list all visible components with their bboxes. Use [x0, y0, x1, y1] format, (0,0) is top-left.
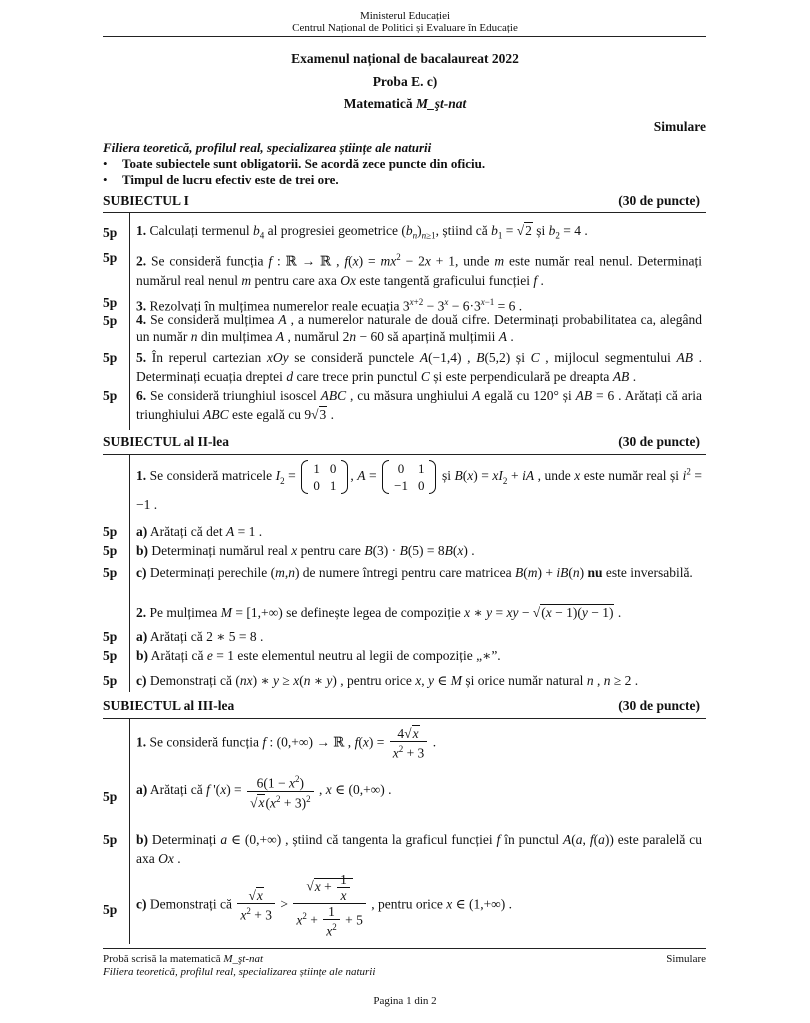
- section-title: SUBIECTUL I: [103, 193, 189, 208]
- filiera-text: Filiera teoretică, profilul real, specializarea științe ale naturii: [103, 140, 432, 155]
- footer-divider: [103, 948, 706, 949]
- points-label: 5p: [103, 565, 118, 580]
- points-label: 5p: [103, 388, 118, 403]
- points-label: 5p: [103, 225, 118, 240]
- points-label: 5p: [103, 789, 118, 804]
- footer-left: Probă scrisă la matematică M_şt-nat: [103, 953, 264, 965]
- problem-3-1c: c) Demonstrați că $\frac{√x}{x^2 + 3}$ > √x + $\frac{1}{x}$ $x^2$ + $\frac{1}{x^2}$ + 5 , pentru orice x ∈ (1,+∞) .: [136, 872, 513, 939]
- points-label: 5p: [103, 629, 118, 644]
- problem-2-1c: c) Determinați perechile (m,n) de numere întregi pentru care matricea B(m) + iB(n) nu este inversabilă.: [136, 565, 693, 580]
- problem-1-1: 1. Calculați termenul $b_4$ al progresiei geometrice $(b_n)_{n\ge 1}$, știind că $b_1 = √2$ și $b_2 = 4$ .: [136, 223, 588, 241]
- problem-1-4: 4. Se consideră mulțimea A , a numerelor naturale de două cifre. Determinați probabilitatea ca, alegând un număr n din mulțimea A , numărul 2n − 60 să aparțină mulțimii A .: [136, 312, 702, 344]
- points-label: 5p: [103, 350, 118, 365]
- problem-2-1b: b) Determinați numărul real x pentru care B(3) · B(5) = 8B(x) .: [136, 543, 475, 558]
- section-divider: [103, 212, 706, 213]
- points-label: 5p: [103, 295, 118, 310]
- simulare-label: Simulare: [653, 119, 706, 134]
- points-label: 5p: [103, 832, 118, 847]
- section-points: (30 de puncte): [618, 698, 700, 713]
- header-divider: [103, 36, 706, 37]
- section-points: (30 de puncte): [618, 434, 700, 449]
- points-label: 5p: [103, 313, 118, 328]
- section-points: (30 de puncte): [618, 193, 700, 208]
- section-title: SUBIECTUL al III-lea: [103, 698, 235, 713]
- points-label: 5p: [103, 543, 118, 558]
- section-header: [103, 193, 706, 209]
- problem-2-1: 1. Se consideră matricele $I_2$ = 1 0 0 1 , A = 0 1 −1 0 și $B(x) = xI_2$ + iA , unde x este număr real și $i^2 = -1$ .: [136, 461, 702, 512]
- points-label: 5p: [103, 648, 118, 663]
- points-column-border: [129, 212, 130, 430]
- problem-2-2b: b) Arătați că e = 1 este elementul neutru al legii de compoziție „∗”.: [136, 648, 501, 663]
- intro-bullet: Timpul de lucru efectiv este de trei ore.: [122, 172, 339, 187]
- problem-1-2: 2. Se consideră funcția f : ℝ → ℝ , $f(x) = mx^2 - 2x + 1$, unde m este număr real nenul. Determinați numărul real nenul m pentru care axa Ox este tangentă graficului funcției f .: [136, 252, 702, 288]
- footer-filiera: Filiera teoretică, profilul real, specializarea științe ale naturii: [103, 966, 376, 978]
- exam-title: Examenul național de bacalaureat 2022: [291, 51, 519, 66]
- points-label: 5p: [103, 902, 118, 917]
- center-name: Centrul Național de Politici și Evaluare în Educație: [292, 22, 518, 34]
- points-label: 5p: [103, 524, 118, 539]
- problem-3-1b: b) Determinați a ∈ (0,+∞) , știind că tangenta la graficul funcției f în punctul A(a, f(a)) este paralelă cu axa Ox .: [136, 832, 703, 866]
- section-divider: [103, 718, 706, 719]
- page-number: Pagina 1 din 2: [373, 995, 437, 1007]
- problem-3-1: 1. Se consideră funcția f : (0,+∞) → ℝ , f(x) = $\frac{4√x}{x^2 + 3}$ .: [136, 726, 437, 761]
- intro-bullet: Toate subiectele sunt obligatorii. Se acordă zece puncte din oficiu.: [122, 156, 486, 171]
- problem-2-2c: c) Demonstrați că (nx) ∗ y ≥ x(n ∗ y) , pentru orice x, y ∈ M și orice număr natural n , n ≥ 2 .: [136, 673, 639, 688]
- footer-right: Simulare: [666, 953, 706, 965]
- section-header: [103, 698, 706, 714]
- section-title: SUBIECTUL al II-lea: [103, 434, 230, 449]
- points-label: 5p: [103, 673, 118, 688]
- points-label: 5p: [103, 250, 118, 265]
- problem-1-5: 5. În reperul cartezian xOy se consideră punctele A(−1,4) , B(5,2) și C , mijlocul segmentului AB . Determinați ecuația dreptei d care trece prin punctul C și este perpendiculară pe dreapta AB .: [136, 350, 702, 384]
- problem-2-1a: a) Arătați că det A = 1 .: [136, 524, 263, 539]
- subject-title: Matematică M_şt-nat: [343, 96, 467, 111]
- problem-1-3: 3. Rezolvați în mulțimea numerelor reale ecuația $3^{x+2} - 3^x - 6\cdot 3^{x-1} = 6$ .: [136, 297, 523, 314]
- problem-2-2: 2. Pe mulțimea M = [1,+∞) se definește legea de compoziție x ∗ y = xy − √(x − 1)(y − 1) .: [136, 605, 622, 620]
- problem-2-2a: a) Arătați că 2 ∗ 5 = 8 .: [136, 629, 264, 644]
- problem-1-6: 6. Se consideră triunghiul isoscel ABC , cu măsura unghiului A egală cu 120° și AB = 6 . Arătați că aria triunghiului ABC este egală cu 9√3 .: [136, 388, 702, 422]
- problem-3-1a: a) Arătați că f '(x) = $\frac{6(1 - x^2)}{√x(x^2 + 3)^2}$ , x ∈ (0,+∞) .: [136, 774, 392, 810]
- ministry-name: Ministerul Educației: [359, 10, 451, 22]
- probe-title: Proba E. c): [372, 74, 438, 89]
- bullet-icon: •: [103, 172, 108, 187]
- points-column-border: [129, 454, 130, 692]
- bullet-icon: •: [103, 156, 108, 171]
- points-column-border: [129, 718, 130, 944]
- section-header: [103, 434, 706, 450]
- section-divider: [103, 454, 706, 455]
